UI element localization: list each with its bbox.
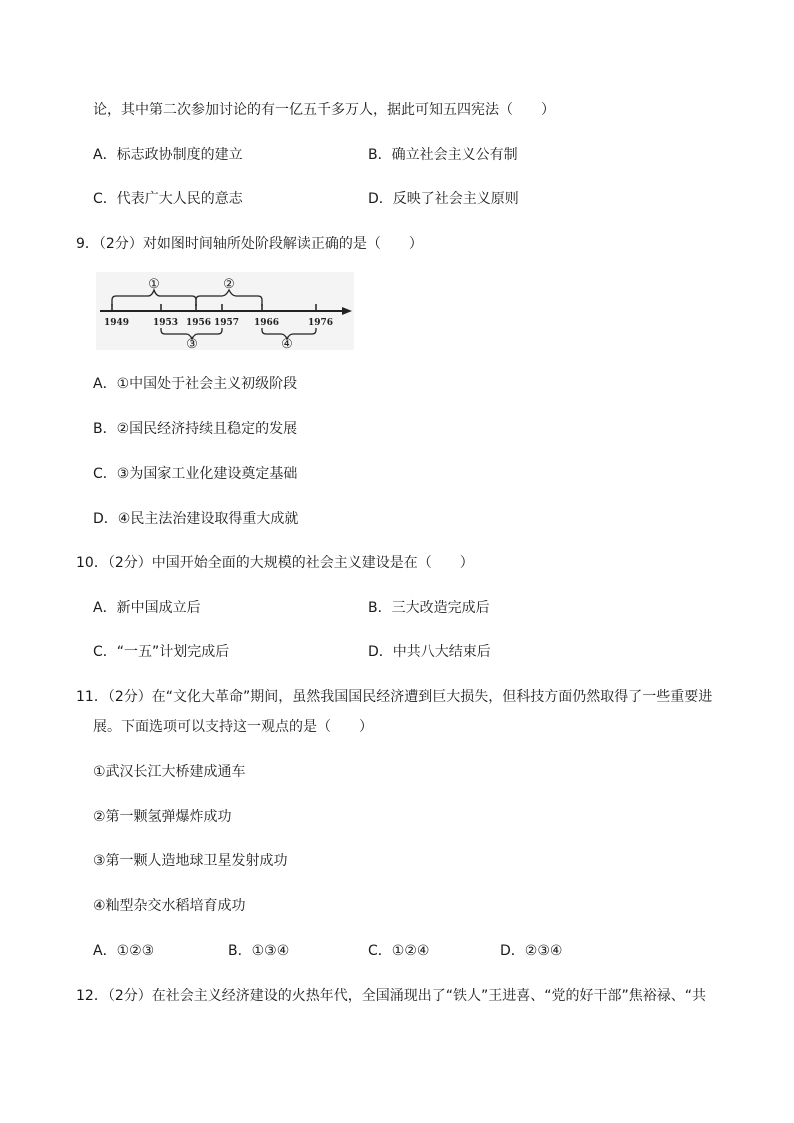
q9-option-c[interactable]: C．③为国家工业化建设奠定基础 [93, 466, 298, 482]
year-label-1953: 1953 [153, 318, 179, 328]
q8-stem-continuation: 论，其中第二次参加讨论的有一亿五千多万人，据此可知五四宪法（ ） [93, 102, 555, 118]
year-label-1957: 1957 [214, 318, 240, 328]
q9-option-a[interactable]: A．①中国处于社会主义初级阶段 [93, 376, 298, 392]
q11-item-1: ①武汉长江大桥建成通车 [93, 764, 246, 780]
q9-stem: 9．（2分）对如图时间轴所处阶段解读正确的是（ ） [76, 236, 423, 252]
q8-option-c[interactable]: C．代表广大人民的意志 [93, 191, 243, 207]
q9-option-d[interactable]: D．④民主法治建设取得重大成就 [93, 511, 299, 527]
q9-timeline-figure [96, 272, 354, 350]
q11-options-row [93, 941, 733, 961]
q11-option-b[interactable]: B．①③④ [228, 943, 290, 959]
year-label-1956: 1956 [186, 318, 212, 328]
q8-options-row-1 [93, 145, 733, 165]
year-label-1949: 1949 [104, 318, 130, 328]
q10-option-a[interactable]: A．新中国成立后 [93, 600, 201, 616]
label-4: ④ [281, 337, 293, 350]
label-2: ② [223, 277, 235, 292]
q11-item-2: ②第一颗氢弹爆炸成功 [93, 809, 232, 825]
q11-option-d[interactable]: D．②③④ [500, 943, 563, 959]
q11-stem-line-1: 11．（2分）在“文化大革命”期间，虽然我国国民经济遭到巨大损失，但科技方面仍然取得了一些重要进 [76, 689, 713, 705]
q10-option-b[interactable]: B．三大改造完成后 [368, 600, 490, 616]
q8-option-b[interactable]: B．确立社会主义公有制 [368, 147, 518, 163]
q8-option-d[interactable]: D．反映了社会主义原则 [368, 191, 519, 207]
q11-item-4: ④籼型杂交水稻培育成功 [93, 898, 246, 914]
q11-option-c[interactable]: C．①②④ [368, 943, 430, 959]
q10-options-row-2 [93, 642, 733, 662]
q11-stem-line-2: 展。下面选项可以支持这一观点的是（ ） [93, 719, 373, 735]
q10-option-c[interactable]: C．“一五”计划完成后 [93, 644, 230, 660]
q8-option-a[interactable]: A．标志政协制度的建立 [93, 147, 243, 163]
q10-option-d[interactable]: D．中共八大结束后 [368, 644, 491, 660]
label-1: ① [148, 277, 160, 292]
q8-options-row-2 [93, 189, 733, 209]
q11-option-a[interactable]: A．①②③ [93, 943, 155, 959]
q11-item-3: ③第一颗人造地球卫星发射成功 [93, 853, 288, 869]
year-label-1966: 1966 [254, 318, 280, 328]
q10-stem: 10．（2分）中国开始全面的大规模的社会主义建设是在（ ） [76, 555, 474, 571]
q10-options-row-1 [93, 598, 733, 618]
label-3: ③ [186, 337, 198, 350]
year-label-1976: 1976 [308, 318, 334, 328]
q9-option-b[interactable]: B．②国民经济持续且稳定的发展 [93, 421, 298, 437]
q12-stem: 12．（2分）在社会主义经济建设的火热年代，全国涌现出了“铁人”王进喜、“党的好干部”焦裕禄、“共 [76, 988, 706, 1004]
